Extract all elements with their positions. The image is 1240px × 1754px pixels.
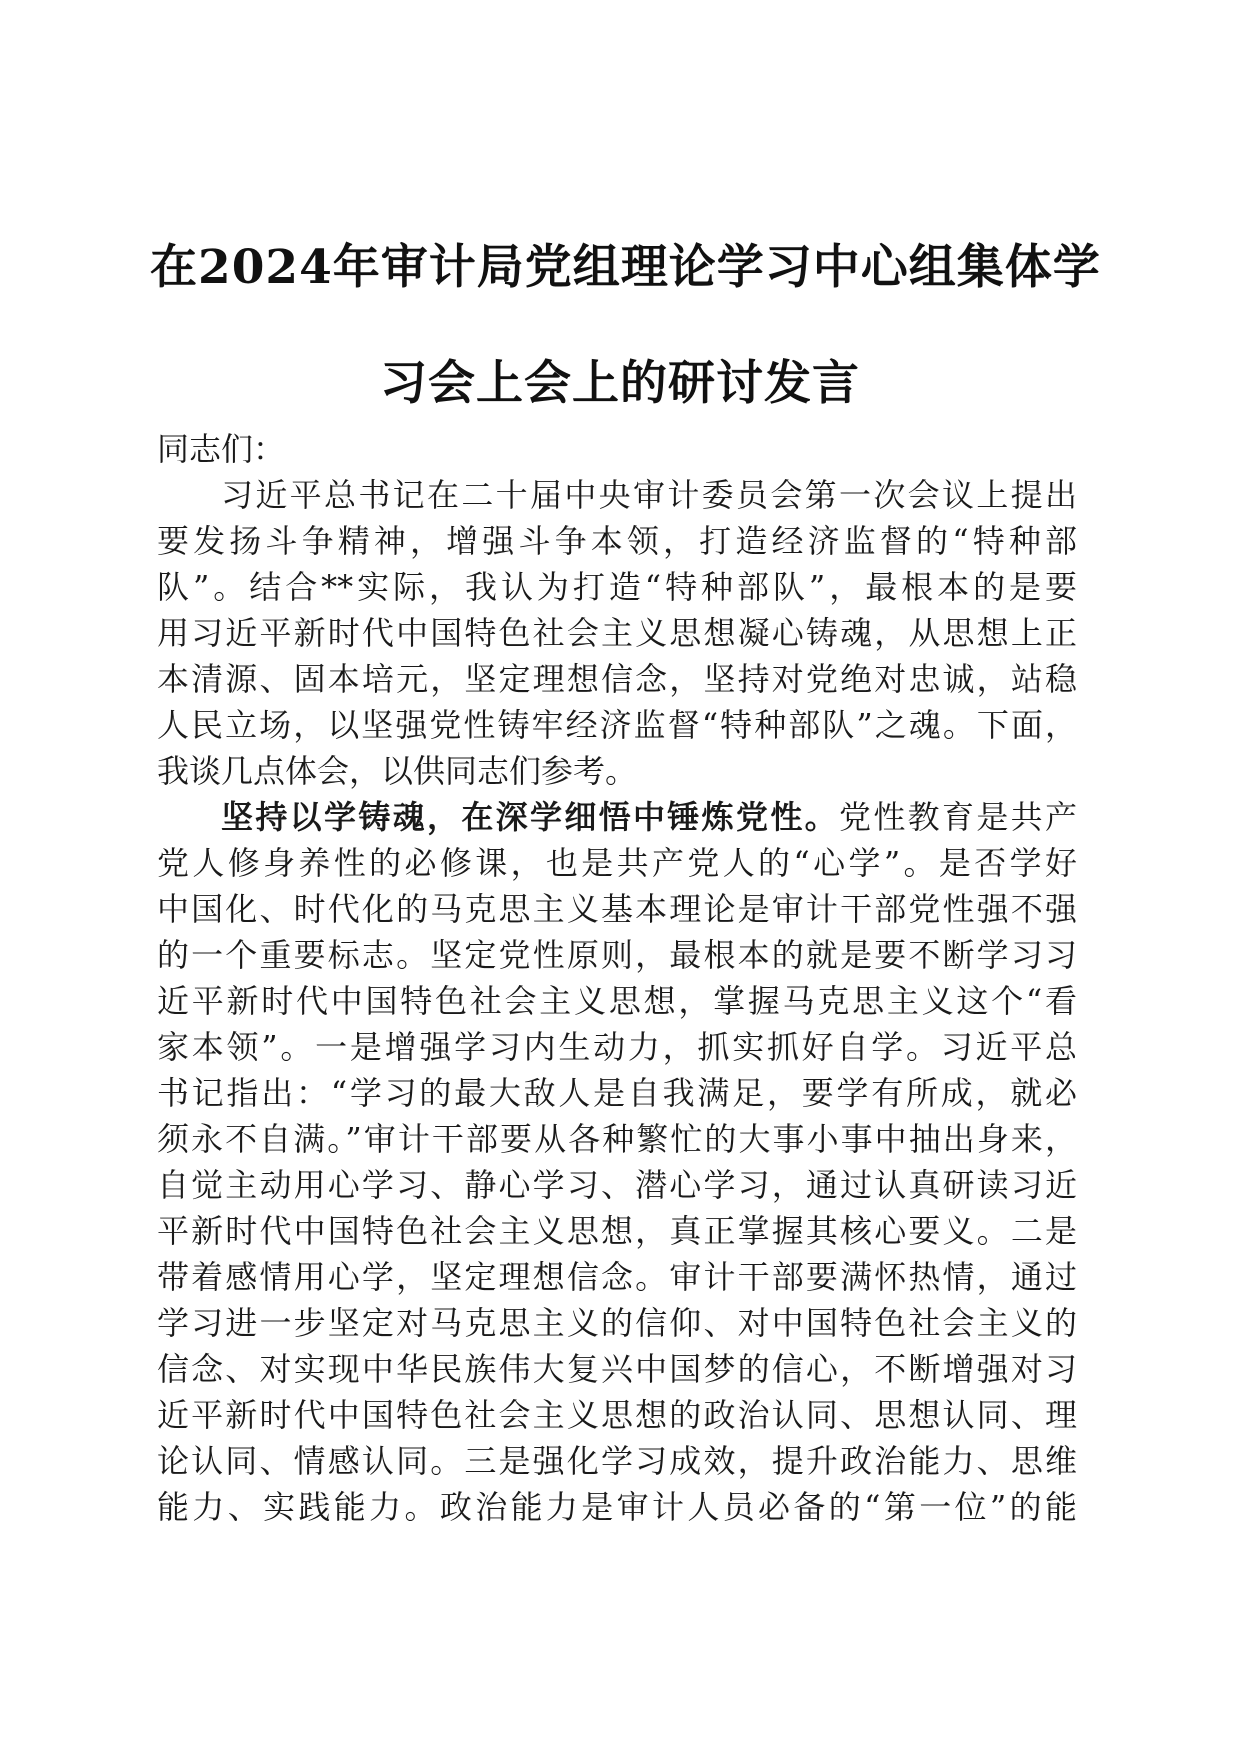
paragraph-line: 带着感情用心学，坚定理想信念。审计干部要满怀热情，通过 (157, 1258, 1077, 1296)
paragraph-line: 自觉主动用心学习、静心学习、潜心学习，通过认真研读习近 (157, 1166, 1077, 1204)
document-title-line-2: 习会上会上的研讨发言 (380, 356, 860, 411)
salutation: 同志们： (157, 430, 286, 468)
paragraph-line: 人民立场，以坚强党性铸牢经济监督“特种部队”之魂。下面， (157, 706, 1077, 744)
paragraph-line: 队”。结合**实际，我认为打造“特种部队”，最根本的是要 (157, 568, 1077, 606)
paragraph-line: 本清源、固本培元，坚定理想信念，坚持对党绝对忠诚，站稳 (157, 660, 1077, 698)
paragraph-line: 习近平总书记在二十届中央审计委员会第一次会议上提出 (221, 476, 1077, 514)
paragraph-line: 近平新时代中国特色社会主义思想的政治认同、思想认同、理 (157, 1396, 1077, 1434)
paragraph-line: 平新时代中国特色社会主义思想，真正掌握其核心要义。二是 (157, 1212, 1077, 1250)
document-title-line-1: 在2024年审计局党组理论学习中心组集体学 (150, 240, 1101, 295)
paragraph-line (221, 794, 1077, 840)
paragraph-line: 中国化、时代化的马克思主义基本理论是审计干部党性强不强 (157, 890, 1077, 928)
paragraph-line: 信念、对实现中华民族伟大复兴中国梦的信心，不断增强对习 (157, 1350, 1077, 1388)
paragraph-line: 我谈几点体会，以供同志们参考。 (157, 752, 638, 790)
paragraph-line: 书记指出：“学习的最大敌人是自我满足，要学有所成，就必 (157, 1074, 1077, 1112)
paragraph-line: 须永不自满。”审计干部要从各种繁忙的大事小事中抽出身来， (157, 1120, 1077, 1158)
paragraph-line: 党人修身养性的必修课，也是共产党人的“心学”。是否学好 (157, 844, 1077, 882)
paragraph-line: 能力、实践能力。政治能力是审计人员必备的“第一位”的能 (157, 1488, 1077, 1526)
paragraph-line: 学习进一步坚定对马克思主义的信仰、对中国特色社会主义的 (157, 1304, 1077, 1342)
paragraph-line: 用习近平新时代中国特色社会主义思想凝心铸魂，从思想上正 (157, 614, 1077, 652)
paragraph-line: 的一个重要标志。坚定党性原则，最根本的就是要不断学习习 (157, 936, 1077, 974)
paragraph-line: 论认同、情感认同。三是强化学习成效，提升政治能力、思维 (157, 1442, 1077, 1480)
paragraph-line: 家本领”。一是增强学习内生动力，抓实抓好自学。习近平总 (157, 1028, 1077, 1066)
paragraph-text: 党性教育是共产 (838, 798, 1077, 836)
paragraph-line: 近平新时代中国特色社会主义思想，掌握马克思主义这个“看 (157, 982, 1077, 1020)
paragraph-line: 要发扬斗争精神，增强斗争本领，打造经济监督的“特种部 (157, 522, 1077, 560)
section-heading: 坚持以学铸魂，在深学细悟中锤炼党性。 (221, 798, 839, 836)
